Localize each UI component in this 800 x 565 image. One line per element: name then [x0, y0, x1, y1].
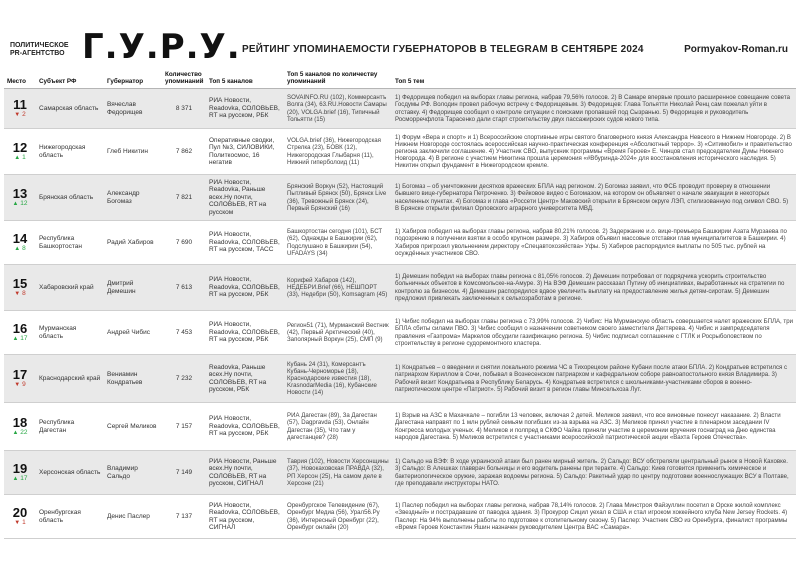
place-cell [4, 403, 36, 451]
channels-cell: Оперативные сводки, Пул №3, СИЛОВИКИ, Политкосмос, 16 негатив [206, 129, 284, 175]
place-change [7, 335, 33, 343]
governor-cell: Денис Паслер [104, 495, 162, 539]
region-cell: Мурманская область [36, 311, 104, 355]
place-change-value: 8 [22, 290, 26, 297]
place-number: 20 [12, 505, 28, 520]
place-number: 17 [12, 367, 28, 382]
governor-cell: Глеб Никитин [104, 129, 162, 175]
channels-cell: РИА Новости, Readovka, Раньше всех.Ну почти, СОЛОВЬЕВ, RT на русском [206, 175, 284, 221]
region-cell: Херсонская область [36, 451, 104, 495]
place-cell [4, 265, 36, 311]
arrow-down-icon: ▼ [14, 382, 21, 388]
col-channels: Топ 5 каналов [206, 70, 284, 89]
top5-channels-cell: Кубань 24 (31), Комерсантъ Кубань-Черноморье (18), Краснодарские известия (18), KrasnodarMedia (16), Кубанские Новости (14) [284, 355, 392, 403]
arrow-up-icon: ▲ [12, 201, 19, 207]
table-header-row [4, 70, 796, 89]
table-row [4, 495, 796, 539]
top5-channels-cell: РИА Дагестан (89), За Дагестан (57), Dagpravda (53), Онлайн Дагестан (35), Что там у дагестанцев? (28) [284, 403, 392, 451]
site-link[interactable]: Pormyakov-Roman.ru [684, 44, 788, 55]
mentions-cell: 7 149 [162, 451, 206, 495]
place-change [7, 245, 33, 253]
table-row [4, 451, 796, 495]
place-cell [4, 89, 36, 129]
top5-channels-cell: VOLGA.brief (36), Нижегородская Стрелка (23), БОВК (12), Нижегородская Глыбарня (11), Нижний гиперболоид (11) [284, 129, 392, 175]
top5-channels-cell: SOVAINFO.RU (102), Коммерсантъ Волга (34), 63.RU.Новости Самары (20), VOLGA.brief (16), Типичный Тольятти (15) [284, 89, 392, 129]
col-channels-by-count: Топ 5 каналов по количеству упоминаний [284, 70, 392, 89]
place-change-value: 1 [22, 154, 26, 161]
mentions-cell: 7 232 [162, 355, 206, 403]
topics-cell: 1) Хабиров победил на выборах главы региона, набрав 80,21% голосов. 2) Задержание и.о. вице-премьера Башкирии Азата Мурзаева по подозрению в получении взятки в особо крупном размере. 3) Хабиров объявил массовые отставки глав муниципалитетов в Башкирии. 4) Хабиров пригрозил увольнением директору «Спецавтохозяйства» Уфы. 5) Хабиров распорядился выплаты по 505 тыс. рублей на осуждённых участников СВО. [392, 221, 796, 265]
rating-table [4, 70, 796, 539]
table-row [4, 221, 796, 265]
mentions-cell: 7 157 [162, 403, 206, 451]
governor-cell: Вячеслав Федорищев [104, 89, 162, 129]
place-change [7, 519, 33, 527]
place-change [7, 290, 33, 298]
region-cell: Оренбургская область [36, 495, 104, 539]
region-cell: Нижегородская область [36, 129, 104, 175]
table-row [4, 403, 796, 451]
place-change [7, 429, 33, 437]
place-change-value: 1 [22, 519, 26, 526]
place-number: 13 [12, 186, 28, 201]
place-change-value: 22 [20, 429, 28, 436]
report-title: РЕЙТИНГ УПОМИНАЕМОСТИ ГУБЕРНАТОРОВ В TELEGRAM В СЕНТЯБРЕ 2024 [242, 44, 644, 55]
governor-cell: Владимир Сальдо [104, 451, 162, 495]
place-change [7, 200, 33, 208]
agency-logo: Г.У.Р.У. [82, 27, 241, 67]
governor-cell: Вениамин Кондратьев [104, 355, 162, 403]
col-mentions: Количество упоминаний [162, 70, 206, 89]
place-change [7, 381, 33, 389]
mentions-cell: 7 137 [162, 495, 206, 539]
topics-cell: 1) Чибис победил на выборах главы региона с 73,99% голосов. 2) Чибис: На Мурманскую область совершается налет вражеских БПЛА, три БПЛА сбиты силами ПВО. 3) Чибис сообщил о назначении советником своего заместителя Дегтярева. 4) Чибис и зампредседателя правления «Газпрома» Маркелов обсудили газификацию региона. 5) Чибис подписал соглашение с ГТЛК и Росрыболовством по строительству в регионе судоремонтного кластера. [392, 311, 796, 355]
governor-cell: Александр Богомаз [104, 175, 162, 221]
region-cell: Хабаровский край [36, 265, 104, 311]
channels-cell: РИА Новости, Readovka, СОЛОВЬЕВ, RT на русском, РБК [206, 265, 284, 311]
table-row [4, 355, 796, 403]
place-number: 15 [12, 276, 28, 291]
col-governor: Губернатор [104, 70, 162, 89]
top5-channels-cell: Оренбургское Телевидение (67), Оренбург Медиа (56), Урал56.Ру (36), Интересный Оренбург (22), Оренбург онлайн (20) [284, 495, 392, 539]
mentions-cell: 7 453 [162, 311, 206, 355]
place-change-value: 17 [20, 475, 28, 482]
top5-channels-cell: Таврия (102), Новости Херсонщины (37), Новокаховская ПРАВДА (32), РП Херсон (25), На самом деле в Херсоне (21) [284, 451, 392, 495]
topics-cell: 1) Сальдо на ВЭФ: В ходе украинской атаки был ранен мирный житель. 2) Сальдо: ВСУ обстреляли центральный рынок в Новой Каховке. 3) Сальдо: В Алешках главврач больницы и его водитель ранены при теракте. 4) Сальдо: Киев готовится применить химическое и бактериологическое оружие, заражая водоемы региона. 5) Сальдо: Ракетный удар по центру подготовки военнослужащих ВСУ в Полтаве, где преподавали инструкторы НАТО. [392, 451, 796, 495]
top5-channels-cell: Регион51 (71), Мурманский Вестник (42), Первый Арктический (40), Заполярный Воркун (25), СМП (9) [284, 311, 392, 355]
topics-cell: 1) Федорищев победил на выборах главы региона, набрав 79,56% голосов. 2) В Самаре впервые прошло расширенное совещание совета Госдумы РФ. Володин провел рабочую встречу с Федорищевым. 3) Федорищев: Глава Тольятти Николай Ренц сам пожелал уйти в отставку. 4) Федорищев сообщил о контроле ситуации с поисками пропавшей под Сызранью. 5) Федорищев и руководитель Росморречфлота Тарасенко дали старт строительству двух пассажирских судов нового типа. [392, 89, 796, 129]
place-cell [4, 311, 36, 355]
governor-cell: Андрей Чибис [104, 311, 162, 355]
arrow-up-icon: ▲ [14, 155, 21, 161]
place-number: 11 [13, 97, 27, 112]
governor-cell: Дмитрий Демешин [104, 265, 162, 311]
place-cell [4, 355, 36, 403]
place-change-value: 17 [20, 335, 28, 342]
place-number: 12 [12, 140, 28, 155]
mentions-cell: 8 371 [162, 89, 206, 129]
place-change [7, 475, 33, 483]
arrow-down-icon: ▼ [14, 291, 21, 297]
top5-channels-cell: Башкортостан сегодня (101), БСТ (62), Однажды в Башкирии (62), Подслушано в Башкирии (54), UFADAYS (34) [284, 221, 392, 265]
region-cell: Республика Дагестан [36, 403, 104, 451]
table-row [4, 175, 796, 221]
topics-cell: 1) Богомаз – об уничтожении десятков вражеских БПЛА над регионом. 2) Богомаз заявил, что ФСБ проводит проверку в отношении бывшего вице-губернатора Петроченко. 3) Фейковое видео с Богомазом, на котором он объявляет о начале эвакуации в некоторых населенных пунктах. 4) Богомаз и глава «Россети Центр» Маковский открыли в Брянском округе ЛЭП, стилизованную под символ СВО. 5) В Брянске открыли филиал Орловского аграрного университета МВД. [392, 175, 796, 221]
region-cell: Краснодарский край [36, 355, 104, 403]
place-change-value: 9 [22, 381, 26, 388]
col-topics: Топ 5 тем [392, 70, 796, 89]
mentions-cell: 7 613 [162, 265, 206, 311]
region-cell: Брянская область [36, 175, 104, 221]
channels-cell: РИА Новости, Readovka, СОЛОВЬЕВ, RT на русском, РБК [206, 403, 284, 451]
mentions-cell: 7 862 [162, 129, 206, 175]
table-row [4, 311, 796, 355]
governor-cell: Сергей Меликов [104, 403, 162, 451]
place-change [7, 111, 33, 119]
channels-cell: РИА Новости, Раньше всех.Ну почти, СОЛОВЬЕВ, RT на русском, СИГНАЛ [206, 451, 284, 495]
place-cell [4, 221, 36, 265]
arrow-up-icon: ▲ [12, 336, 19, 342]
place-change-value: 2 [22, 111, 26, 118]
top5-channels-cell: Корифей Хабаров (142), НЕДЕБРИ.Brief (66), НЕШПОРТ (33), Недебри (50), Komsagram (45) [284, 265, 392, 311]
mentions-cell: 7 690 [162, 221, 206, 265]
place-change-value: 8 [22, 245, 26, 252]
place-cell [4, 451, 36, 495]
agency-subtitle: ПОЛИТИЧЕСКОЕ PR-АГЕНТСТВО [10, 42, 69, 57]
top5-channels-cell: Брянский Воркун (52), Настоящий Пытливый Брянск (50), Брянск Live (36), Тревожный Брянск (24), Первый Брянский (16) [284, 175, 392, 221]
place-cell [4, 495, 36, 539]
arrow-down-icon: ▼ [14, 520, 21, 526]
channels-cell: РИА Новости, Readovka, СОЛОВЬЕВ, RT на русском, ТАСС [206, 221, 284, 265]
place-change-value: 12 [20, 200, 28, 207]
table-row [4, 89, 796, 129]
place-number: 16 [12, 321, 28, 336]
place-number: 18 [12, 415, 28, 430]
place-cell [4, 175, 36, 221]
table-row [4, 129, 796, 175]
place-cell [4, 129, 36, 175]
topics-cell: 1) Демешин победил на выборах главы региона с 81,05% голосов. 2) Демешин потребовал от подрядчика ускорить строительство больничных объектов в Комсомольске-на-Амуре. 3) На ВЭФ Демешин рассказал Путину об инициативах, выработанных на стратегии по контролю за бизнесом. 4) Демешин распорядился вдвое увеличить выплату на предоставление жилья детям-сиротам. 5) Демешин предложил привлекать заключенных к сельхозработам в регионе. [392, 265, 796, 311]
table-row [4, 265, 796, 311]
mentions-cell: 7 821 [162, 175, 206, 221]
place-number: 14 [12, 231, 28, 246]
arrow-up-icon: ▲ [14, 246, 21, 252]
channels-cell: РИА Новости, Readovka, СОЛОВЬЕВ, RT на русском, СИГНАЛ [206, 495, 284, 539]
arrow-down-icon: ▼ [14, 112, 21, 118]
place-number: 19 [12, 461, 28, 476]
channels-cell: Readovka, Раньше всех.Ну почти, СОЛОВЬЕВ, RT на русском, РБК [206, 355, 284, 403]
arrow-up-icon: ▲ [12, 476, 19, 482]
place-change [7, 154, 33, 162]
col-region: Субъект РФ [36, 70, 104, 89]
topics-cell: 1) Паслер победил на выборах главы региона, набрав 78,14% голосов. 2) Глава Минстроя Файзуллин посетил в Орске жилой комплекс «Звездный» и пострадавшие от паводка здания. 3) Прокурор Сицил уехал в США и стал игроком хоккейного клуба New Jersey Rockets. 4) Паслер: На 94% выполнены работы по подготовке к отопительному сезону. 5) Паслер: Участник СВО из Оренбурга, финалист программы «Время Героев Константин Яшин назначен руководителем Центра ВАС «Самара». [392, 495, 796, 539]
topics-cell: 1) Взрыв на АЗС в Махачкале – погибли 13 человек, включая 2 детей. Меликов заявил, что все виновные понесут наказание. 2) Власти Дагестана направят по 1 млн рублей семьям погибших из-за взрыва на АЗС. 3) Меликов принял участие в пленарном заседании IV Конгресса молодых ученых. 4) Меликов и полпред в СКФО Чайка приняли участие в церемонии вручения госнаград на Дню единства народов Дагестана. 5) Меликов встретился с участниками всероссийской патриотической акции «Вахта Героев Отечества». [392, 403, 796, 451]
arrow-up-icon: ▲ [12, 430, 19, 436]
region-cell: Республика Башкортостан [36, 221, 104, 265]
header [0, 0, 800, 70]
governor-cell: Радий Хабиров [104, 221, 162, 265]
col-place: Место [4, 70, 36, 89]
region-cell: Самарская область [36, 89, 104, 129]
channels-cell: РИА Новости, Readovka, СОЛОВЬЕВ, RT на русском, РБК [206, 89, 284, 129]
channels-cell: РИА Новости, Readovka, СОЛОВЬЕВ, RT на русском, РБК [206, 311, 284, 355]
topics-cell: 1) Кондратьев – о введении и снятии локального режима ЧС в Тихорецком районе Кубани после атаки БПЛА. 2) Кондратьев встретился с патриархом Кириллом в Сочи, побывал в Вознесенском патриархом и кафедральном соборе равноапостольного князя Владимира. 3) Рабочий визит Кондратьева в Республику Беларусь. 4) Кондратьев встретился с школьниками-участниками сборов в военно-патриотическом центре «Патриот». 5) Рабочий визит в регион главы Минсельхоза Лут. [392, 355, 796, 403]
topics-cell: 1) Форум «Вера и спорт» и 1) Всероссийские спортивные игры святого благоверного князя Александра Невского в Нижнем Новгороде. 2) В Нижнем Новгороде состоялась всероссийская научно-практическая конференция «Абсолютный террор». 3) «Ситимобил» и правительство региона заключили соглашение. 4) Участник СВО, выпускник программы «Время Героев» Е. Чинцов стал председателем Думы Нижнего Новгорода. 4) В регионе с участием Никитина прошла церемония «#Вбуринда-2024» для восстановления исторического наследия. 5) Никитин открыл фундамент в Нижегородском кремле. [392, 129, 796, 175]
